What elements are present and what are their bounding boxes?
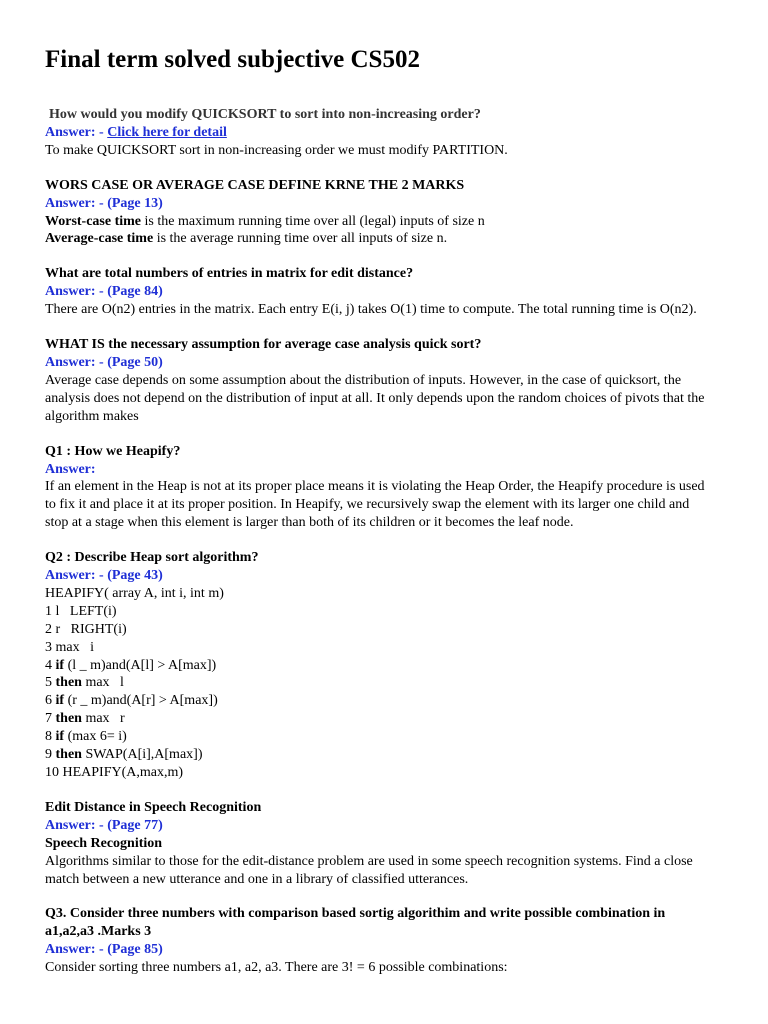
answer-label-heapsort: Answer: - (Page 43) bbox=[45, 568, 163, 584]
code-text: (l _ m)and(A[l] > A[max]) bbox=[64, 657, 217, 673]
code-line bbox=[45, 674, 715, 692]
spacer bbox=[45, 782, 715, 799]
code-line bbox=[45, 603, 715, 621]
answer-text-edit-distance: There are O(n2) entries in the matrix. Each entry E(i, j) takes O(1) time to compute. The total running time is O(n2). bbox=[45, 302, 697, 318]
code-text: 3 max i bbox=[45, 639, 94, 655]
term-worst-case: Worst-case time bbox=[45, 213, 142, 229]
question-combinations: Q3. Consider three numbers with comparison based sortig algorithim and write possible combination in a1,a2,a3 .Marks 3 bbox=[45, 906, 666, 940]
subheading-speech: Speech Recognition bbox=[45, 835, 163, 851]
answer-text-quicksort: To make QUICKSORT sort in non-increasing order we must modify PARTITION. bbox=[45, 142, 508, 158]
answer-text-heapify: If an element in the Heap is not at its proper place means it is violating the Heap Order, the Heapify procedure is used to fix it and place it at its proper position. In Heapify, we recursively swap the element with its larger one child and stop at a stage when this element is larger than both of its children or it becomes the leaf node. bbox=[45, 479, 705, 531]
code-line bbox=[45, 692, 715, 710]
spacer bbox=[45, 888, 715, 905]
question-heapsort: Q2 : Describe Heap sort algorithm? bbox=[45, 550, 259, 566]
code-line bbox=[45, 710, 715, 728]
code-keyword: then bbox=[55, 675, 82, 691]
code-line bbox=[45, 621, 715, 639]
heapify-pseudocode bbox=[45, 585, 715, 782]
answer-label-worst-case: Answer: - (Page 13) bbox=[45, 195, 163, 211]
code-line bbox=[45, 639, 715, 657]
question-speech: Edit Distance in Speech Recognition bbox=[45, 799, 262, 815]
question-worst-case: WORS CASE OR AVERAGE CASE DEFINE KRNE THE 2 MARKS bbox=[45, 177, 465, 193]
code-text: SWAP(A[i],A[max]) bbox=[81, 747, 203, 763]
code-line bbox=[45, 764, 715, 782]
answer-label-heapify: Answer: bbox=[45, 461, 96, 477]
code-line bbox=[45, 585, 715, 603]
spacer bbox=[45, 319, 715, 336]
code-text: 7 bbox=[45, 711, 56, 727]
question-edit-distance: What are total numbers of entries in matrix for edit distance? bbox=[45, 266, 414, 282]
answer-text-combinations: Consider sorting three numbers a1, a2, a3. There are 3! = 6 possible combinations: bbox=[45, 960, 508, 976]
code-line bbox=[45, 657, 715, 675]
code-text: HEAPIFY( array A, int i, int m) bbox=[45, 585, 224, 601]
spacer bbox=[45, 532, 715, 549]
code-keyword: if bbox=[55, 693, 65, 709]
code-keyword: then bbox=[55, 711, 82, 727]
code-text: 6 bbox=[45, 693, 56, 709]
worst-case-definition bbox=[45, 213, 715, 231]
question-quicksort: How would you modify QUICKSORT to sort into non-increasing order? bbox=[49, 107, 481, 122]
answer-prefix: Answer: - bbox=[45, 124, 108, 140]
code-text: 5 bbox=[45, 675, 56, 691]
answer-label-speech: Answer: - (Page 77) bbox=[45, 817, 163, 833]
code-text: 8 bbox=[45, 729, 56, 745]
code-text: (max 6= i) bbox=[64, 729, 127, 745]
term-average-case: Average-case time bbox=[45, 231, 154, 247]
answer-label-combinations: Answer: - (Page 85) bbox=[45, 942, 163, 958]
code-text: (r _ m)and(A[r] > A[max]) bbox=[64, 693, 218, 709]
code-keyword: if bbox=[55, 729, 65, 745]
average-case-text: is the average running time over all inputs of size n. bbox=[153, 231, 448, 247]
page-title: Final term solved subjective CS502 bbox=[45, 46, 420, 73]
detail-link[interactable]: Click here for detail bbox=[107, 124, 227, 140]
code-text: max l bbox=[81, 675, 124, 691]
code-keyword: then bbox=[55, 747, 82, 763]
code-keyword: if bbox=[55, 657, 65, 673]
code-text: 1 l LEFT(i) bbox=[45, 603, 117, 619]
answer-text-assumption: Average case depends on some assumption about the distribution of inputs. However, in the case of quicksort, the analysis does not depend on the distribution of input at all. It only depends upon the random choices of pivots that the algorithm makes bbox=[45, 372, 705, 424]
code-line bbox=[45, 746, 715, 764]
answer-text-speech: Algorithms similar to those for the edit-distance problem are used in some speech recognition systems. Find a close match between a new utterance and one in a library of classified utterances. bbox=[45, 853, 693, 887]
answer-label-assumption: Answer: - (Page 50) bbox=[45, 354, 163, 370]
code-text: 10 HEAPIFY(A,max,m) bbox=[45, 765, 184, 780]
answer-label-edit-distance: Answer: - (Page 84) bbox=[45, 284, 163, 300]
document-body bbox=[45, 106, 715, 977]
question-heapify: Q1 : How we Heapify? bbox=[45, 443, 181, 459]
code-text: max r bbox=[81, 711, 125, 727]
code-text: 2 r RIGHT(i) bbox=[45, 621, 127, 637]
worst-case-text: is the maximum running time over all (legal) inputs of size n bbox=[141, 213, 485, 229]
question-assumption: WHAT IS the necessary assumption for average case analysis quick sort? bbox=[45, 337, 482, 353]
code-text: 4 bbox=[45, 657, 56, 673]
code-line bbox=[45, 728, 715, 746]
average-case-definition bbox=[45, 230, 715, 248]
spacer bbox=[45, 248, 715, 265]
spacer bbox=[45, 426, 715, 443]
answer-label-quicksort bbox=[45, 124, 715, 142]
code-text: 9 bbox=[45, 747, 56, 763]
spacer bbox=[45, 160, 715, 177]
